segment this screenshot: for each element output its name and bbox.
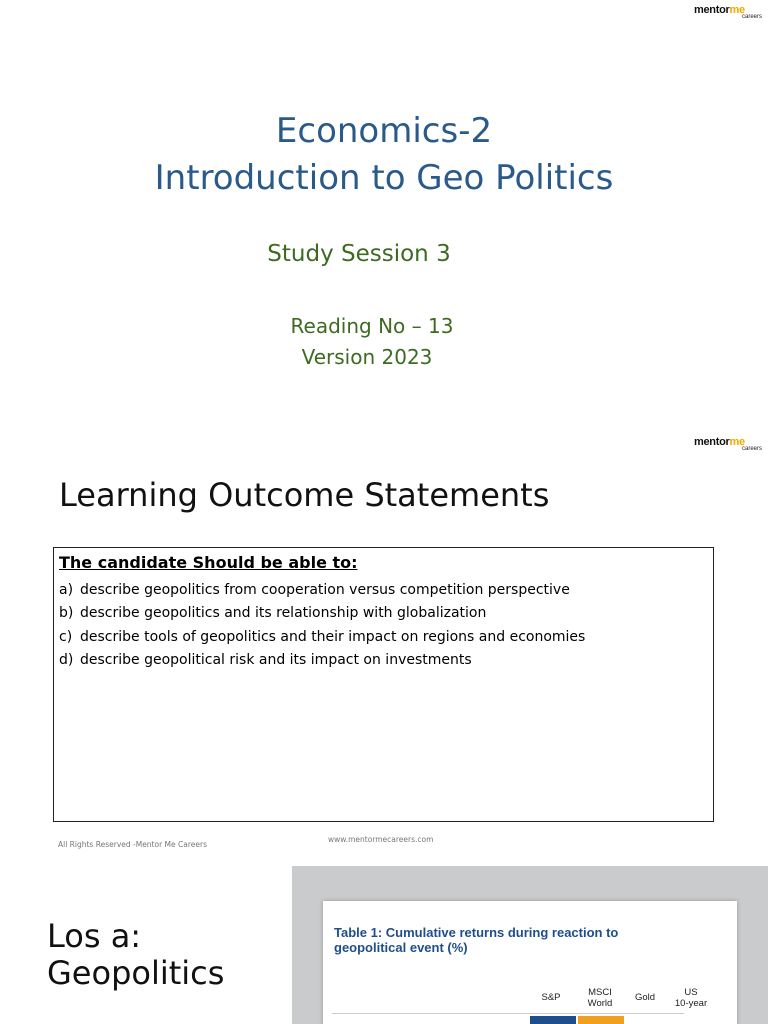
column-header-gold: Gold [634,992,656,1003]
column-header-us10: US 10-year [674,987,708,1009]
brand-logo [694,4,764,24]
reading-number: Reading No – 13 [290,314,454,338]
box-heading: The candidate Should be able to: [59,553,358,572]
column-header-sp: S&P [541,992,561,1003]
outcome-item [59,579,585,602]
outcome-text: describe tools of geopolitics and their impact on regions and economies [80,628,586,645]
outcome-item [59,626,585,649]
outcome-marker: b) [59,605,74,622]
logo-wordmark: mentorme [694,4,745,16]
footer-copyright: All Rights Reserved -Mentor Me Careers [58,840,207,849]
outcome-text: describe geopolitical risk and its impact on investments [80,651,472,668]
version-label: Version 2023 [301,345,433,369]
outcome-item [59,649,585,672]
orange-circle-icon [578,1016,624,1024]
image-panel [292,866,768,1024]
logo-subtext: careers [741,14,762,20]
outcome-marker: d) [59,651,74,668]
outcome-text: describe geopolitics from cooperation versus competition perspective [80,582,570,598]
logo-wordmark: mentorme [694,436,745,448]
brand-logo-2 [694,436,764,456]
slide3-title-line-2: Geopolitics [47,954,225,992]
title-line-1: Economics-2 [275,111,493,151]
slide3-title [47,918,224,992]
section-heading: Learning Outcome Statements [59,476,550,514]
column-header-msci: MSCI World [587,987,613,1009]
outcome-marker: c) [59,628,73,645]
outcome-item [59,602,585,625]
slide3-title-line-1: Los a: [47,917,142,955]
table-title: Table 1: Cumulative returns during reaction to geopolitical event (%) [334,925,619,955]
study-session: Study Session 3 [267,241,451,267]
outcome-text: describe geopolitics and its relationship with globalization [80,605,487,622]
footer-url[interactable]: www.mentormecareers.com [328,835,434,844]
table-rule [332,1013,684,1014]
outcome-list [59,579,585,672]
logo-subtext: careers [741,446,762,452]
blue-circle-icon [530,1016,576,1024]
slide-title [0,108,768,202]
outcome-marker: a) [59,582,74,598]
title-line-2: Introduction to Geo Politics [154,158,614,198]
learning-outcomes-box [53,547,714,822]
